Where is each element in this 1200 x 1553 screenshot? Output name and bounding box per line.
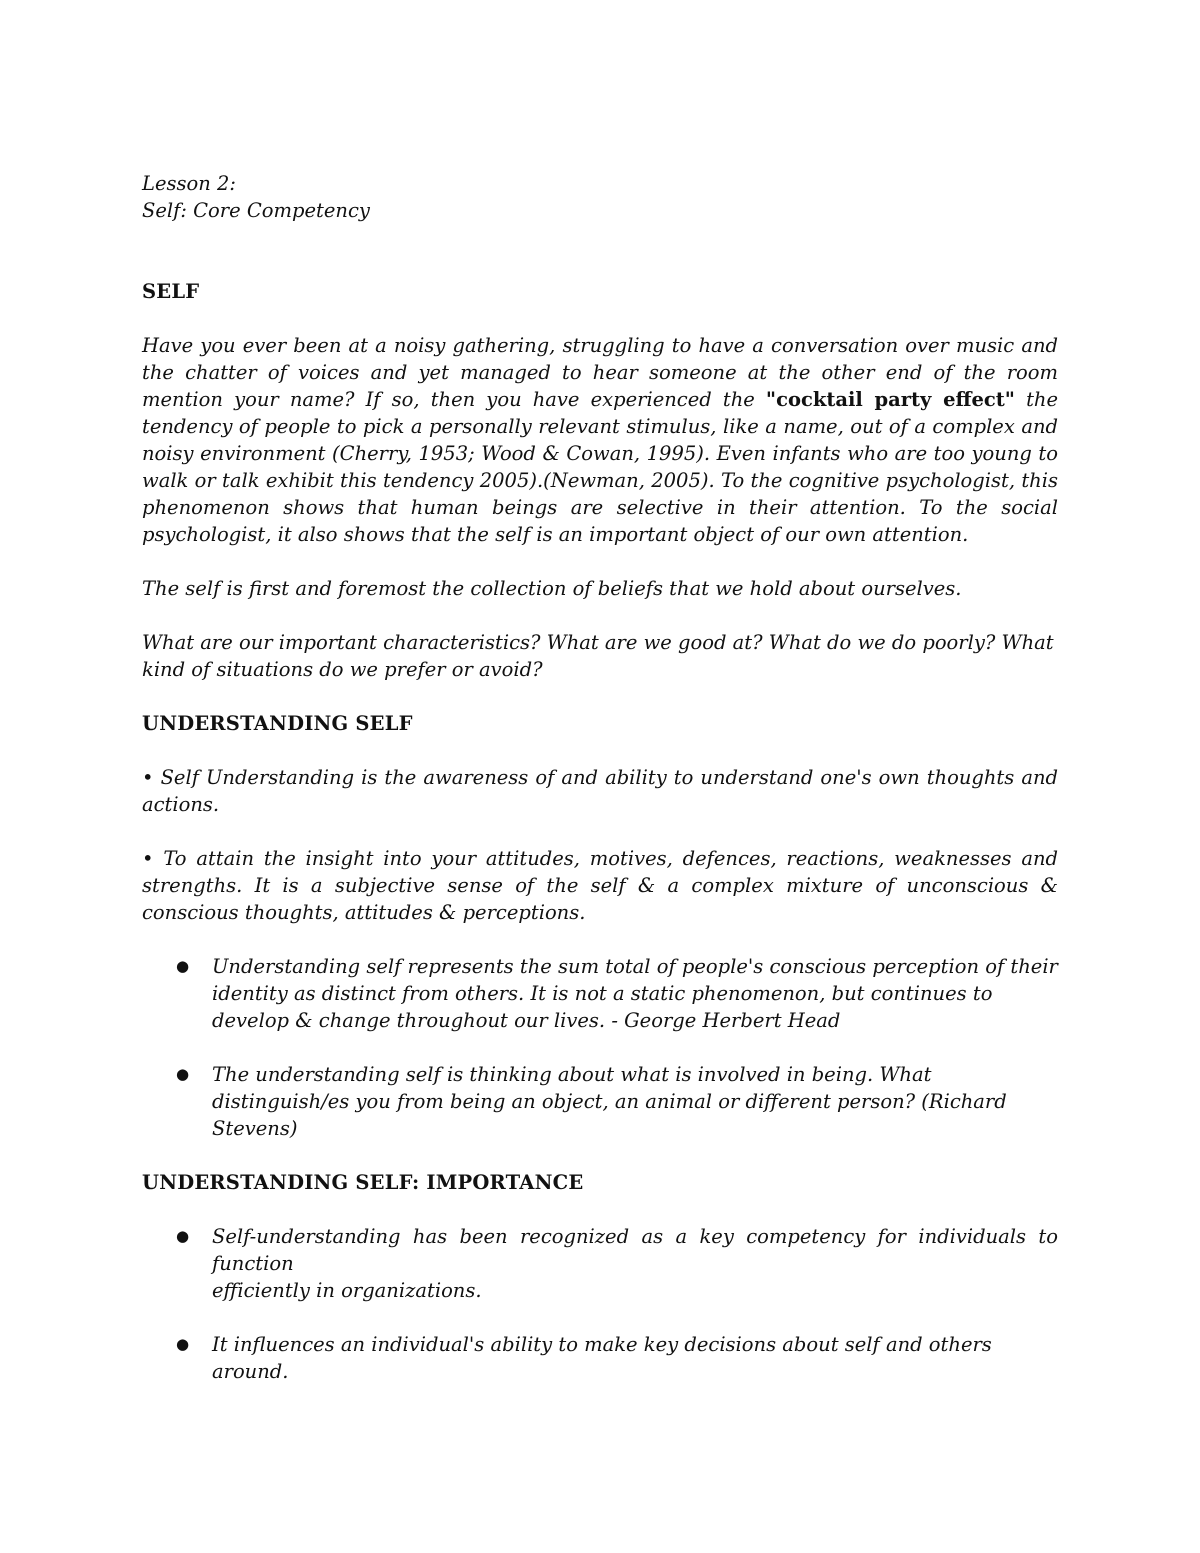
understanding-list bbox=[142, 1061, 1058, 1142]
bullet-icon: ● bbox=[176, 1335, 190, 1353]
inline-bullet-text: To attain the insight into your attitudes, motives, defences, reactions, weaknesses and strengths. It is a subjective sense of the self & a complex mixture of unconscious & conscious thoughts, attitudes & perceptions. bbox=[142, 847, 1058, 924]
list-item-text: It influences an individual's ability to make key decisions about self and others around. bbox=[212, 1333, 992, 1383]
bullet-icon: ● bbox=[176, 957, 190, 975]
understanding-list bbox=[142, 953, 1058, 1034]
paragraph-questions: What are our important characteristics? What are we good at? What do we do poorly? What kind of situations do we prefer or avoid? bbox=[142, 631, 1054, 681]
bullet-icon: • bbox=[142, 847, 154, 870]
cocktail-party-effect-term: "cocktail party effect" bbox=[765, 388, 1015, 411]
list-item bbox=[142, 1061, 1058, 1142]
bullet-icon: • bbox=[142, 766, 154, 789]
list-item bbox=[142, 1223, 1058, 1304]
list-item-text-continued: efficiently in organizations. bbox=[212, 1279, 482, 1302]
heading-self: SELF bbox=[142, 280, 200, 303]
list-item-text: The understanding self is thinking about what is involved in being. What distinguish/es you from being an object, an animal or different person? (Richard Stevens) bbox=[212, 1063, 1007, 1140]
document-body bbox=[142, 170, 1058, 1385]
importance-list bbox=[142, 1331, 1058, 1385]
list-item-text: Self-understanding has been recognized as a key competency for individuals to function bbox=[212, 1225, 1058, 1275]
bullet-icon: ● bbox=[176, 1065, 190, 1083]
inline-bullet-text: Self Understanding is the awareness of and ability to understand one's own thoughts and actions. bbox=[142, 766, 1058, 816]
lesson-subtitle: Self: Core Competency bbox=[142, 199, 370, 222]
paragraph-cocktail-part2: the tendency of people to pick a personally relevant stimulus, like a name, out of a complex and noisy environment (Cherry, 1953; Wood & Cowan, 1995). Even infants who are too young to walk or talk exhibit this tendency 2005).(Newman, 2005). To the cognitive psychologist, this phenomenon shows that human beings are selective in their attention. To the social psychologist, it also shows that the self is an important object of our own attention. bbox=[142, 388, 1059, 546]
list-item-text: Understanding self represents the sum total of people's conscious perception of their identity as distinct from others. It is not a static phenomenon, but continues to develop & change throughout our lives. - George Herbert Head bbox=[212, 955, 1058, 1032]
importance-list bbox=[142, 1223, 1058, 1304]
lesson-label: Lesson 2: bbox=[142, 172, 236, 195]
paragraph-cocktail-part1: Have you ever been at a noisy gathering, struggling to have a conversation over music and the chatter of voices and yet managed to hear someone at the other end of the room mention your name? If so, then you have experienced the bbox=[142, 334, 1058, 411]
heading-understanding-self: UNDERSTANDING SELF bbox=[142, 712, 413, 735]
bullet-icon: ● bbox=[176, 1227, 190, 1245]
list-item bbox=[142, 953, 1058, 1034]
heading-importance: UNDERSTANDING SELF: IMPORTANCE bbox=[142, 1171, 584, 1194]
paragraph-self-beliefs: The self is first and foremost the collection of beliefs that we hold about ourselves. bbox=[142, 577, 962, 600]
inline-bullet-item bbox=[142, 764, 1058, 818]
list-item bbox=[142, 1331, 1058, 1385]
paragraph-cocktail-party bbox=[142, 332, 1058, 548]
inline-bullet-item bbox=[142, 845, 1058, 926]
